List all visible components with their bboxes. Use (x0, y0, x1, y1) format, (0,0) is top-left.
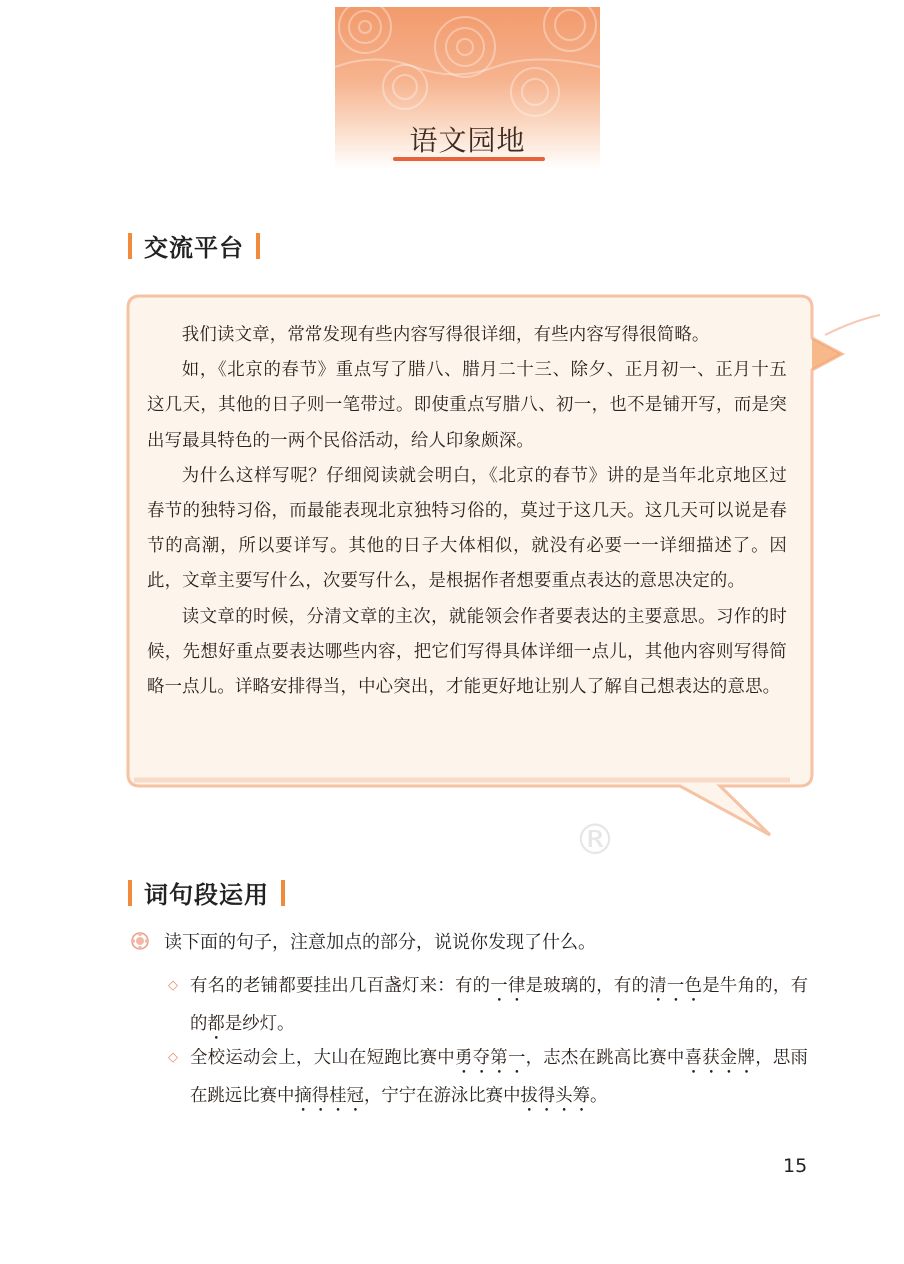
paragraph: 我们读文章，常常发现有些内容写得很详细，有些内容写得很简略。 (181, 325, 710, 345)
text-run: 是玻璃的，有的 (525, 976, 650, 996)
example-sentence (168, 1040, 808, 1116)
emphasized-phrase: 一律 (490, 976, 526, 996)
section-title: 交流平台 (144, 234, 244, 262)
text-run: 有名的老铺都要挂出几百盏灯来：有的 (190, 976, 491, 996)
title-underline (393, 157, 545, 161)
task-text: 读下面的句子，注意加点的部分，说说你发现了什么。 (164, 932, 596, 953)
text-run: 是牛角的，有的 (190, 976, 808, 1034)
task-instruction (130, 928, 596, 954)
emphasized-phrase: 喜获金牌 (684, 1048, 756, 1068)
diamond-bullet-icon: ◇ (168, 978, 178, 993)
paragraph: 读文章的时候，分清文章的主次，就能领会作者要表达的主要意思。习作的时候，先想好重点要表达哪些内容，把它们写得具体详细一点儿，其他内容则写得简略一点儿。详略安排得当，中心突出，才能更好地让别人了解自己想表达的意思。 (147, 606, 787, 698)
sentence-text (190, 1040, 808, 1116)
text-run: ，思雨在跳远比赛中 (190, 1048, 808, 1106)
text-run: 。 (590, 1086, 608, 1106)
text-run: ，志杰在跳高比赛中 (525, 1048, 685, 1068)
section-heading-word-usage (128, 875, 285, 910)
emphasized-phrase: 拔得头筹 (520, 1086, 591, 1106)
text-run: ，宁宁在游泳比赛中 (363, 1086, 521, 1106)
page-title: 语文园地 (409, 124, 526, 157)
paragraph: 为什么这样写呢？仔细阅读就会明白，《北京的春节》讲的是当年北京地区过春节的独特习俗，而最能表现北京独特习俗的，莫过于这几天。这几天可以说是春节的高潮，所以要详写。其他的日子大体相似，就没有必要一一详细描述了。因此，文章主要写什么，次要写什么，是根据作者想要重点表达的意思决定的。 (147, 465, 787, 592)
header-banner (335, 7, 600, 169)
emphasized-phrase: 摘得桂冠 (294, 1086, 364, 1106)
heading-bar-left (128, 880, 132, 906)
text-run: 是纱灯。 (224, 1014, 295, 1034)
page-number: 15 (783, 1155, 808, 1177)
flower-icon (130, 931, 150, 951)
emphasized-phrase: 都 (207, 1014, 225, 1034)
emphasized-phrase: 清一色 (649, 976, 703, 996)
example-sentence (168, 968, 808, 1044)
sentence-text (190, 968, 808, 1044)
watermark-registered-icon: ® (574, 815, 616, 864)
section-title: 词句段运用 (144, 881, 269, 909)
heading-bar-right (281, 880, 285, 906)
diamond-bullet-icon: ◇ (168, 1050, 178, 1065)
heading-bar-left (128, 233, 132, 259)
paragraph: 如，《北京的春节》重点写了腊八、腊月二十三、除夕、正月初一、正月十五这几天，其他的日子则一笔带过。即使重点写腊八、初一，也不是铺开写，而是突出写最具特色的一两个民俗活动，给人印象颇深。 (147, 360, 787, 451)
section-heading-exchange (128, 228, 260, 263)
emphasized-phrase: 勇夺第一 (454, 1048, 526, 1068)
text-run: 全校运动会上，大山在短跑比赛中 (190, 1048, 455, 1068)
heading-bar-right (256, 233, 260, 259)
bubble-text (147, 318, 787, 705)
